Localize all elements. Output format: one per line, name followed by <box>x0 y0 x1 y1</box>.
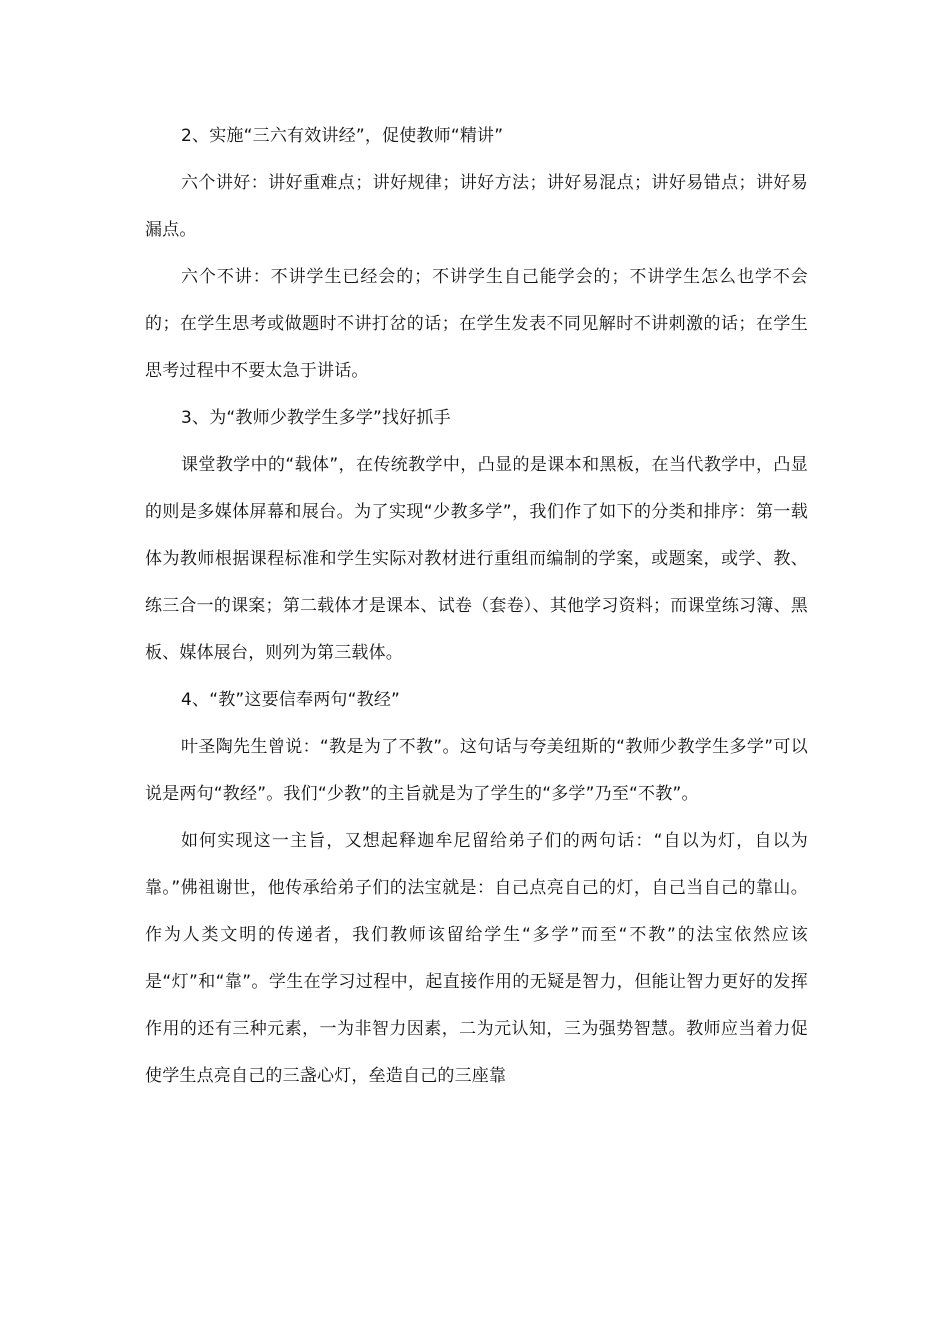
document-body <box>145 113 808 1100</box>
section-heading-2: 2、实施“三六有效讲经”，促使教师“精讲” <box>181 126 504 146</box>
paragraph-six-explain: 六个讲好：讲好重难点；讲好规律；讲好方法；讲好易混点；讲好易错点；讲好易漏点。 <box>145 173 808 240</box>
paragraph-six-not-explain: 六个不讲：不讲学生已经会的；不讲学生自己能学会的；不讲学生怎么也学不会的；在学生思考或做题时不讲打岔的话；在学生发表不同见解时不讲刺激的话；在学生思考过程中不要太急于讲话。 <box>145 267 808 381</box>
paragraph-ye-shengtao: 叶圣陶先生曾说：“教是为了不教”。这句话与夸美纽斯的“教师少教学生多学”可以说是两句“教经”。我们“少教”的主旨就是为了学生的“多学”乃至“不教”。 <box>145 737 808 804</box>
paragraph-carrier: 课堂教学中的“载体”，在传统教学中，凸显的是课本和黑板，在当代教学中，凸显的则是多媒体屏幕和展台。为了实现“少教多学”，我们作了如下的分类和排序：第一载体为教师根据课程标准和学生实际对教材进行重组而编制的学案，或题案，或学、教、练三合一的课案；第二载体才是课本、试卷（套卷）、其他学习资料；而课堂练习簿、黑板、媒体展台，则列为第三载体。 <box>145 455 808 663</box>
section-heading-4: 4、“教”这要信奉两句“教经” <box>181 690 401 710</box>
section-heading-3: 3、为“教师少教学生多学”找好抓手 <box>181 408 451 428</box>
paragraph-lamp-and-support: 如何实现这一主旨，又想起释迦牟尼留给弟子们的两句话：“自以为灯，自以为靠。”佛祖谢世，他传承给弟子们的法宝就是：自己点亮自己的灯，自己当自己的靠山。作为人类文明的传递者，我们教师该留给学生“多学”而至“不教”的法宝依然应该是“灯”和“靠”。学生在学习过程中，起直接作用的无疑是智力，但能让智力更好的发挥作用的还有三种元素，一为非智力因素，二为元认知，三为强势智慧。教师应当着力促使学生点亮自己的三盏心灯，垒造自己的三座靠 <box>145 831 808 1086</box>
